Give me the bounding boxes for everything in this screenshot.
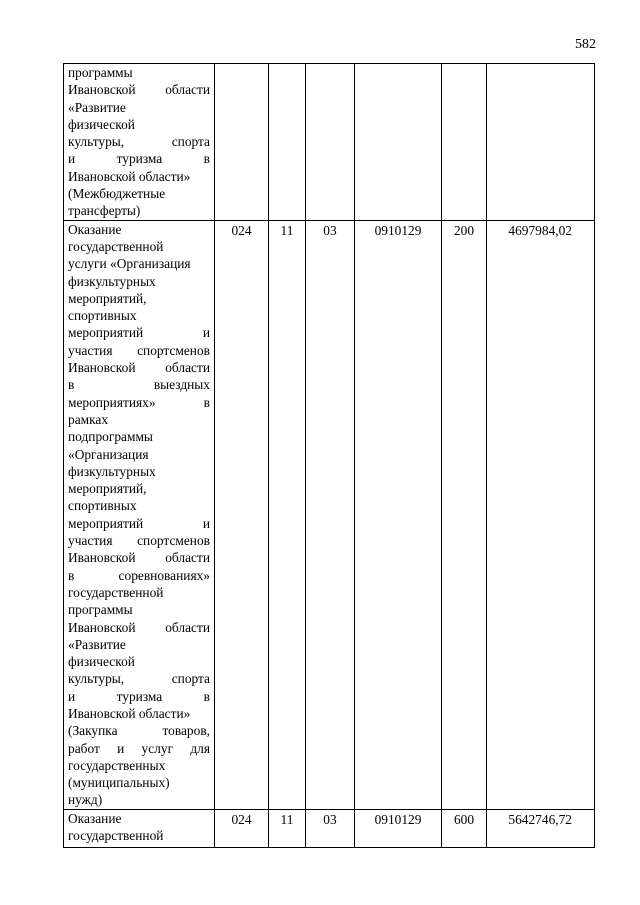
description-line: «Развитие — [68, 99, 126, 115]
description-line: Ивановской области» — [68, 705, 191, 721]
description-line: мероприятий и — [68, 325, 210, 341]
target-article-cell — [355, 64, 442, 221]
target-article-cell: 0910129 — [355, 220, 442, 809]
subsection-code-cell: 03 — [306, 220, 355, 809]
description-line: рамках — [68, 411, 109, 427]
description-cell — [64, 220, 215, 809]
description-line: (Закупка товаров, — [68, 723, 210, 739]
table-row — [64, 64, 595, 221]
ministry-code-cell: 024 — [215, 809, 269, 847]
description-line: в соревнованиях» — [68, 567, 210, 583]
description-line: физической — [68, 654, 135, 670]
description-line: государственной — [68, 238, 164, 254]
ministry-code-cell — [215, 64, 269, 221]
description-line: спортивных — [68, 308, 137, 324]
section-code-cell: 11 — [269, 220, 306, 809]
description-line: «Организация — [68, 446, 149, 462]
description-line: (Межбюджетные — [68, 186, 166, 202]
description-line: Ивановской области — [68, 82, 210, 98]
description-line: Ивановской области» — [68, 168, 191, 184]
ministry-code-cell: 024 — [215, 220, 269, 809]
description-line: программы — [68, 65, 133, 80]
description-line: физической — [68, 116, 135, 132]
description-line: мероприятий и — [68, 515, 210, 531]
description-line: Ивановской области — [68, 360, 210, 376]
section-code-cell — [269, 64, 306, 221]
description-line: государственной — [68, 828, 164, 844]
description-line: мероприятий, — [68, 481, 147, 497]
table-body — [64, 64, 595, 848]
description-line: нужд) — [68, 792, 103, 808]
description-line: государственных — [68, 757, 166, 773]
description-line: культуры, спорта — [68, 134, 210, 150]
description-line: мероприятиях» в — [68, 394, 210, 410]
description-line: Оказание — [68, 810, 122, 826]
description-line: работ и услуг для — [68, 740, 210, 756]
description-line: (муниципальных) — [68, 775, 170, 791]
budget-table — [63, 63, 595, 848]
description-line: культуры, спорта — [68, 671, 210, 687]
description-line: участия спортсменов — [68, 342, 210, 358]
description-cell — [64, 809, 215, 847]
description-line: Ивановской области — [68, 550, 210, 566]
description-line: физкультурных — [68, 463, 156, 479]
description-line: и туризма в — [68, 151, 210, 167]
expense-type-cell: 200 — [442, 220, 487, 809]
subsection-code-cell: 03 — [306, 809, 355, 847]
description-line: трансферты) — [68, 203, 141, 219]
description-line: физкультурных — [68, 273, 156, 289]
description-line: программы — [68, 602, 133, 618]
table-row — [64, 809, 595, 847]
table-row — [64, 220, 595, 809]
description-line: спортивных — [68, 498, 137, 514]
section-code-cell: 11 — [269, 809, 306, 847]
description-line: государственной — [68, 584, 164, 600]
description-line: «Развитие — [68, 636, 126, 652]
description-line: Оказание — [68, 221, 122, 237]
description-line: Ивановской области — [68, 619, 210, 635]
description-line: подпрограммы — [68, 429, 153, 445]
description-line: услуги «Организация — [68, 256, 191, 272]
page-number: 582 — [575, 37, 596, 52]
amount-cell — [487, 64, 595, 221]
amount-cell: 4697984,02 — [487, 220, 595, 809]
subsection-code-cell — [306, 64, 355, 221]
expense-type-cell — [442, 64, 487, 221]
description-line: мероприятий, — [68, 290, 147, 306]
description-cell — [64, 64, 215, 221]
amount-cell: 5642746,72 — [487, 809, 595, 847]
description-line: участия спортсменов — [68, 533, 210, 549]
target-article-cell: 0910129 — [355, 809, 442, 847]
description-line: и туризма в — [68, 688, 210, 704]
description-line: в выездных — [68, 377, 210, 393]
expense-type-cell: 600 — [442, 809, 487, 847]
